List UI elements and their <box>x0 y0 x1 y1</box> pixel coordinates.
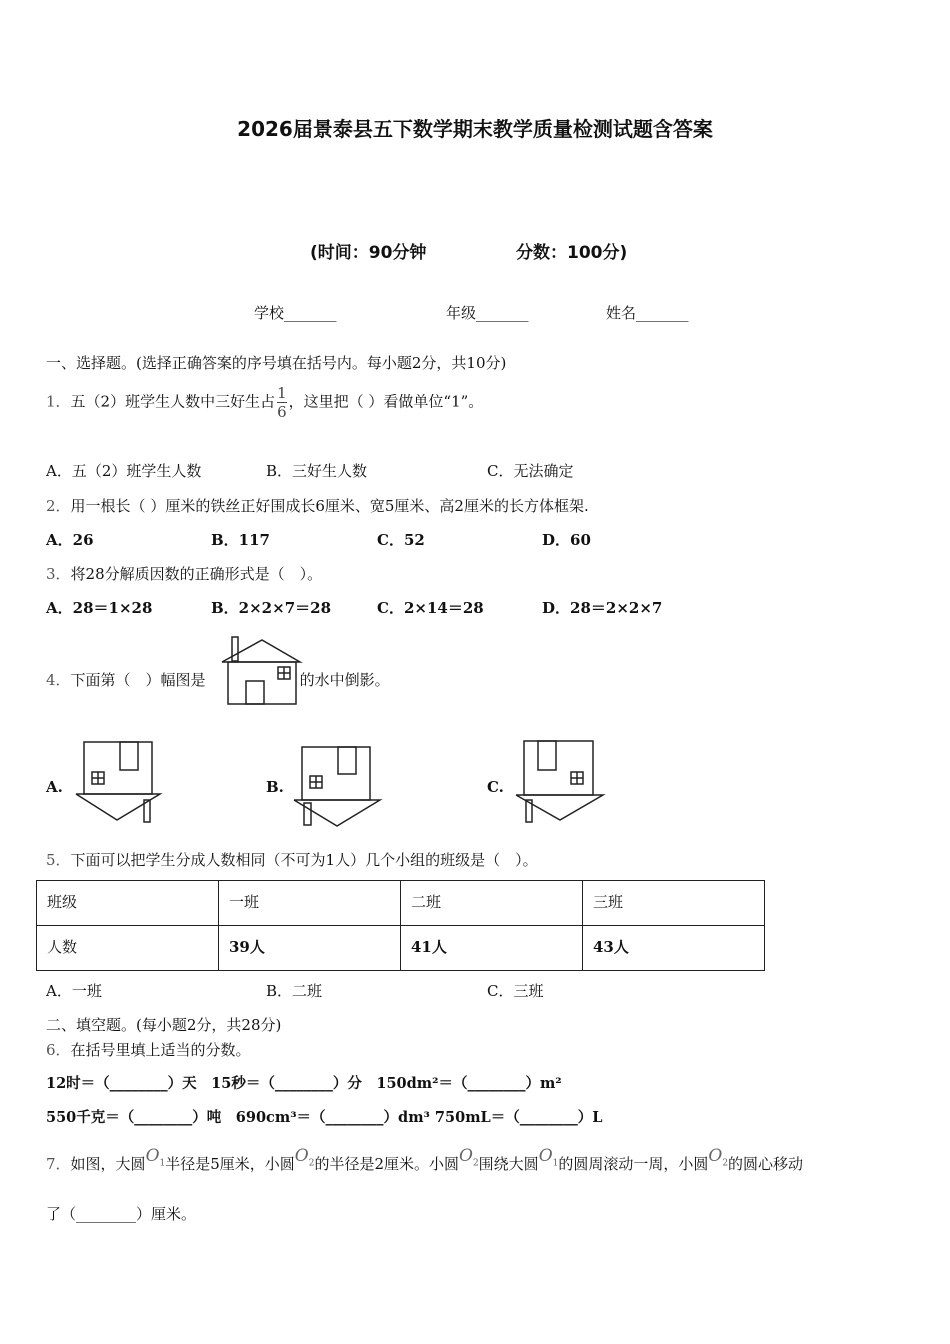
name-field: 姓名_______ <box>606 304 689 322</box>
section2-heading: 二、填空题。(每小题2分，共28分) <box>46 1016 282 1034</box>
q3-option-a: A．28＝1×28 <box>46 599 153 617</box>
q6-line1: 12时＝（________）天 15秒＝（________）分 150dm²＝（________）m² <box>46 1075 562 1092</box>
q4-option-b: B. <box>266 778 284 796</box>
q2-text: 2．用一根长（ ）厘米的铁丝正好围成长6厘米、宽5厘米、高2厘米的长方体框架. <box>46 497 589 515</box>
q2-option-a: A．26 <box>46 531 94 549</box>
table-cell: 三班 <box>583 881 765 926</box>
house-original <box>222 637 300 704</box>
section1-heading: 一、选择题。(选择正确答案的序号填在括号内。每小题2分，共10分) <box>46 354 507 372</box>
q5-option-b: B．二班 <box>266 982 323 1000</box>
q1-text: 1．五（2）班学生人数中三好生占 $\frac{1}{6}$ ，这里把（ ）看做单位“1”。 <box>46 384 484 421</box>
exam-time: (时间：90分钟 <box>310 243 427 263</box>
q3-option-c: C．2×14＝28 <box>377 599 484 617</box>
q2-option-b: B．117 <box>211 531 270 549</box>
q3-option-b: B．2×2×7＝28 <box>211 599 332 617</box>
q6-text: 6．在括号里填上适当的分数。 <box>46 1041 251 1059</box>
page-title: 2026届景泰县五下数学期末教学质量检测试题含答案 <box>237 117 713 141</box>
grade-field: 年级_______ <box>446 304 529 322</box>
q6-line2: 550千克＝（________）吨 690cm³＝（________）dm³ 750mL＝（________）L <box>46 1109 603 1126</box>
school-field: 学校_______ <box>254 304 337 322</box>
table-cell: 39人 <box>219 926 401 971</box>
q7-text: 7．如图，大圆$O_1$半径是5厘米，小圆$O_2$的半径是2厘米。小圆$O_2$围绕大圆$O_1$的圆周滚动一周，小圆$O_2$的圆心移动 <box>46 1146 804 1173</box>
q1-option-c: C．无法确定 <box>487 462 574 480</box>
q1-option-b: B．三好生人数 <box>266 462 368 480</box>
table-cell: 班级 <box>37 881 219 926</box>
q3-option-d: D．28＝2×2×7 <box>542 599 663 617</box>
q4-option-a: A. <box>46 778 63 796</box>
q1-fraction: $\frac{1}{6}$ <box>277 384 287 421</box>
house-option-a <box>76 742 160 822</box>
q4-option-c: C. <box>487 778 504 796</box>
table-cell: 人数 <box>37 926 219 971</box>
table-row <box>37 926 765 971</box>
q1-option-a: A．五（2）班学生人数 <box>46 462 202 480</box>
table-row <box>37 881 765 926</box>
q3-text: 3．将28分解质因数的正确形式是（ ）。 <box>46 565 323 583</box>
q7-line2: 了（________）厘米。 <box>46 1205 197 1223</box>
house-option-b <box>294 747 380 826</box>
q5-option-a: A．一班 <box>46 982 102 1000</box>
exam-score: 分数：100分) <box>516 243 628 263</box>
q4-text: 4．下面第（ ）幅图是 的水中倒影。 <box>46 671 390 689</box>
table-cell: 41人 <box>401 926 583 971</box>
table-cell: 一班 <box>219 881 401 926</box>
table-cell: 43人 <box>583 926 765 971</box>
class-table <box>36 880 765 971</box>
q5-option-c: C．三班 <box>487 982 544 1000</box>
q2-option-c: C．52 <box>377 531 425 549</box>
house-option-c <box>516 741 603 822</box>
q2-option-d: D．60 <box>542 531 591 549</box>
q5-text: 5．下面可以把学生分成人数相同（不可为1人）几个小组的班级是（ ）。 <box>46 851 538 869</box>
table-cell: 二班 <box>401 881 583 926</box>
